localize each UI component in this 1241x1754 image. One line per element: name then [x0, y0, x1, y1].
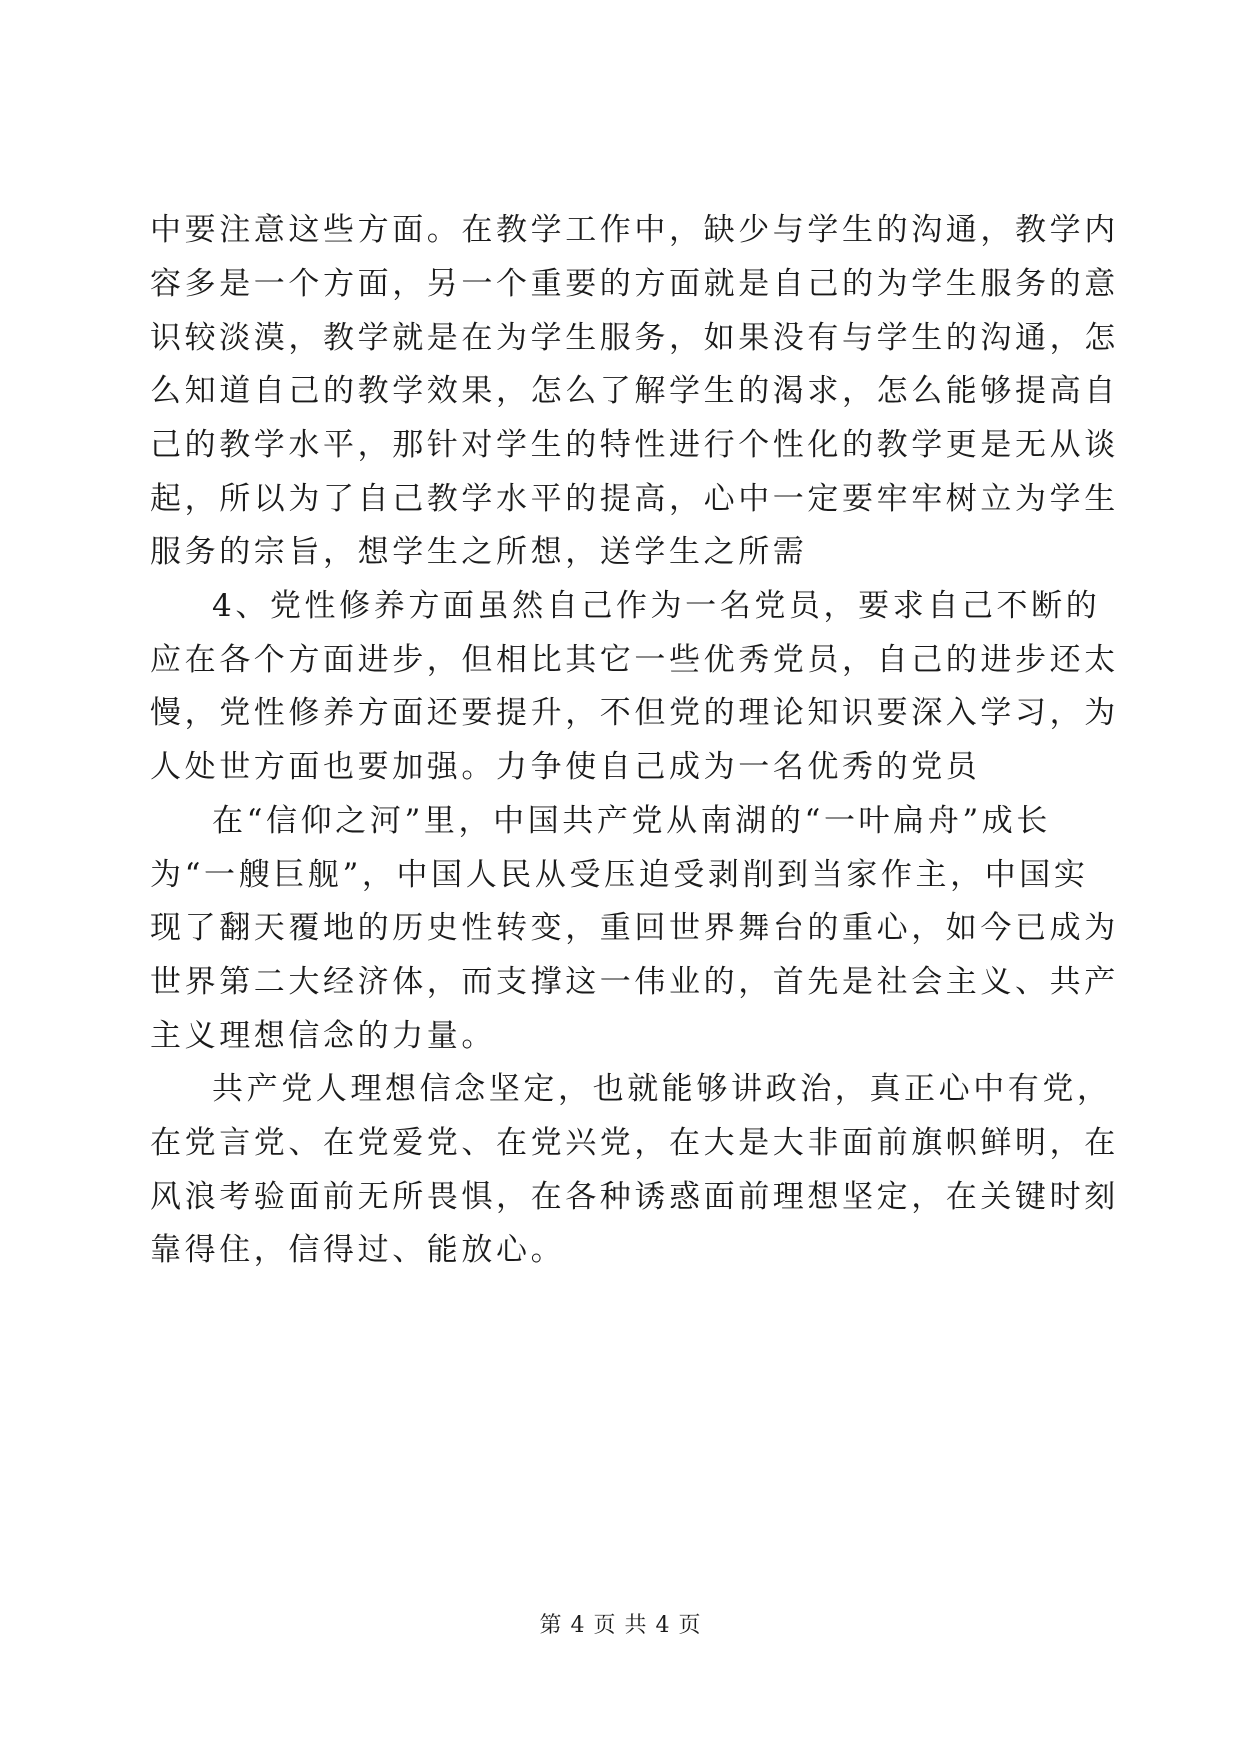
page-number-label: 第 4 页 共 4 页	[539, 1613, 702, 1638]
paragraph-1-line-6: 起，所以为了自己教学水平的提高，心中一定要牢牢树立为学生	[150, 481, 1119, 517]
paragraph-1-line-2: 容多是一个方面，另一个重要的方面就是自己的为学生服务的意	[150, 266, 1119, 302]
paragraph-2-line-2: 应在各个方面进步，但相比其它一些优秀党员，自己的进步还太	[150, 642, 1119, 678]
paragraph-4-line-3: 风浪考验面前无所畏惧，在各种诱惑面前理想坚定，在关键时刻	[150, 1179, 1119, 1215]
paragraph-3-line-3: 现了翻天覆地的历史性转变，重回世界舞台的重心，如今已成为	[150, 910, 1119, 946]
paragraph-1-line-5: 己的教学水平，那针对学生的特性进行个性化的教学更是无从谈	[150, 427, 1119, 463]
paragraph-3-line-2: 为“一艘巨舰”，中国人民从受压迫受剥削到当家作主，中国实	[150, 857, 1089, 893]
paragraph-3-line-4: 世界第二大经济体，而支撑这一伟业的，首先是社会主义、共产	[150, 964, 1119, 1000]
paragraph-2-line-3: 慢，党性修养方面还要提升，不但党的理论知识要深入学习，为	[150, 695, 1119, 731]
paragraph-1-line-4: 么知道自己的教学效果，怎么了解学生的渴求，怎么能够提高自	[150, 373, 1119, 409]
paragraph-4-line-2: 在党言党、在党爱党、在党兴党，在大是大非面前旗帜鲜明，在	[150, 1125, 1119, 1161]
paragraph-4-line-1: 共产党人理想信念坚定，也就能够讲政治，真正心中有党，	[212, 1071, 1112, 1107]
paragraph-4-line-4: 靠得住，信得过、能放心。	[150, 1232, 566, 1268]
paragraph-1-line-1: 中要注意这些方面。在教学工作中，缺少与学生的沟通，教学内	[150, 212, 1119, 248]
page-footer	[0, 1611, 1241, 1641]
paragraph-2-line-1: 4、党性修养方面虽然自己作为一名党员，要求自己不断的	[212, 588, 1101, 624]
paragraph-1-line-7: 服务的宗旨，想学生之所想，送学生之所需	[150, 534, 808, 570]
paragraph-1-line-3: 识较淡漠，教学就是在为学生服务，如果没有与学生的沟通，怎	[150, 320, 1119, 356]
paragraph-3-line-1: 在“信仰之河”里，中国共产党从南湖的“一叶扁舟”成长	[212, 803, 1051, 839]
paragraph-2-line-4: 人处世方面也要加强。力争使自己成为一名优秀的党员	[150, 749, 981, 785]
paragraph-3-line-5: 主义理想信念的力量。	[150, 1018, 496, 1054]
